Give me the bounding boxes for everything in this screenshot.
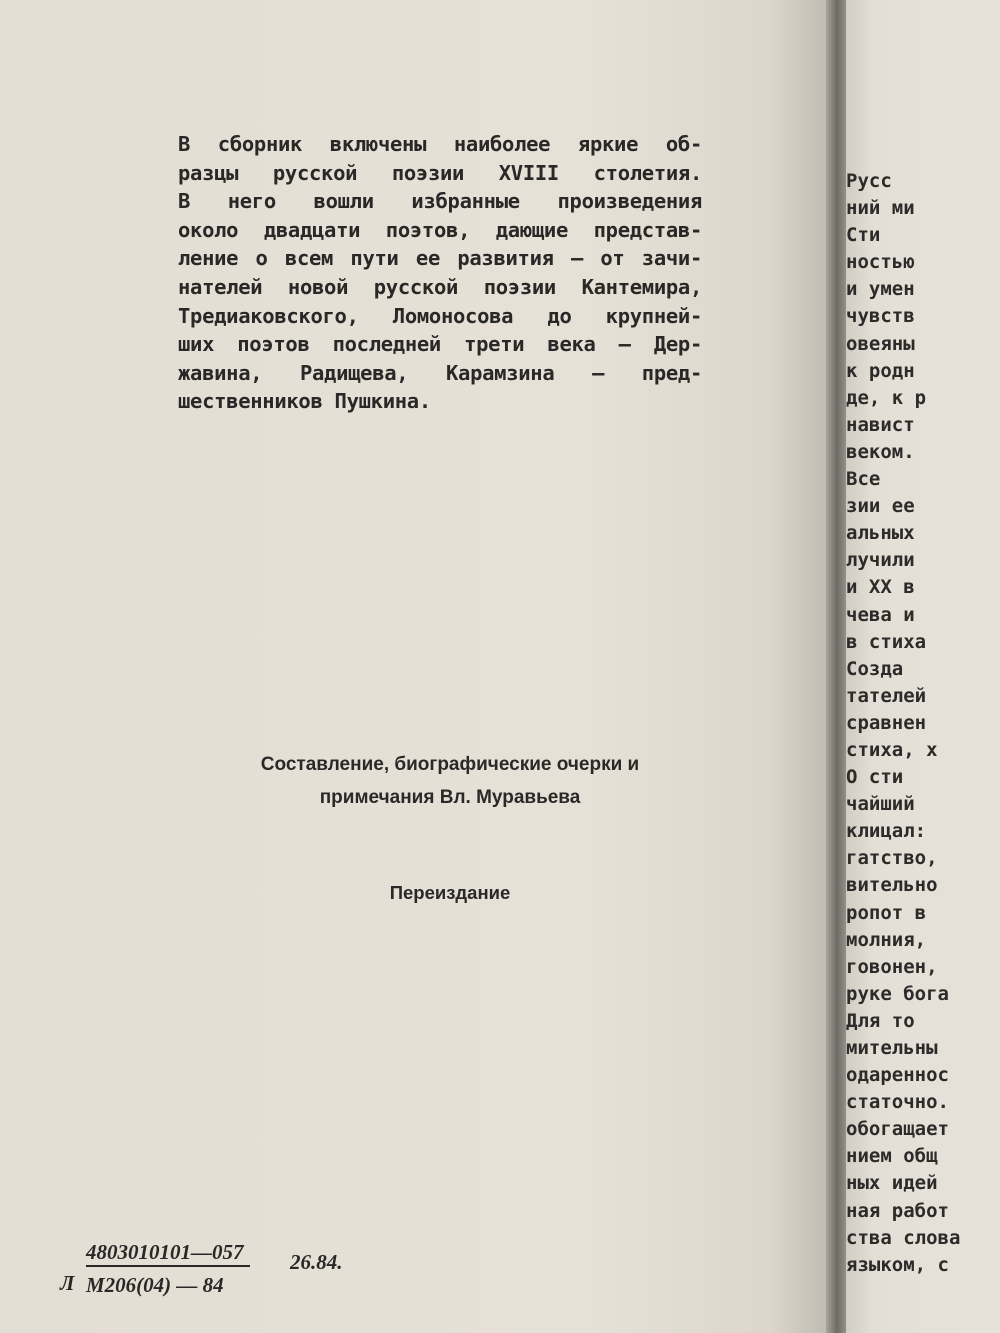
- right-page-line: Созда: [846, 657, 904, 680]
- catalog-denominator: М206(04) — 84: [86, 1273, 224, 1297]
- right-page: [846, 0, 1000, 1333]
- right-page-line: молния,: [846, 928, 927, 951]
- annotation-line: Тредиаковского, Ломоносова до крупней-: [178, 303, 702, 328]
- right-page-line: руке бога: [846, 982, 949, 1005]
- annotation-line: около двадцати поэтов, дающие представ-: [178, 217, 702, 242]
- annotation-line: жавина, Радищева, Карамзина — пред-: [178, 360, 702, 385]
- annotation-line: шественников Пушкина.: [178, 389, 431, 414]
- right-page-line: обогащает: [846, 1118, 949, 1141]
- right-page-line: Все: [846, 468, 881, 491]
- right-page-line: ропот в: [846, 901, 927, 924]
- annotation-line: нателей новой русской поэзии Кантемира,: [178, 274, 702, 299]
- right-page-line: одареннос: [846, 1064, 949, 1087]
- right-page-line: ностью: [846, 251, 915, 274]
- right-page-line: языком, с: [846, 1253, 949, 1276]
- right-page-line: О сти: [846, 766, 904, 789]
- right-page-line: Для то: [846, 1009, 915, 1032]
- credits-line: Составление, биографические очерки и: [260, 754, 640, 775]
- right-page-line: ных идей: [846, 1172, 938, 1195]
- right-page-line: веком.: [846, 440, 915, 463]
- book-annotation: [178, 130, 702, 416]
- right-page-line: нием общ: [846, 1145, 938, 1168]
- annotation-line: В сборник включены наиболее яркие об-: [178, 132, 702, 156]
- book-gutter: [826, 0, 848, 1333]
- annotation-line: ших поэтов последней трети века — Дер-: [178, 332, 702, 357]
- right-page-line: тателей: [846, 684, 927, 707]
- right-page-line: в стиха: [846, 630, 927, 653]
- catalog-numerator: 4803010101—057: [86, 1240, 250, 1267]
- right-page-line: стиха, х: [846, 738, 938, 761]
- right-page-line: и XX в: [846, 576, 915, 599]
- annotation-line: разцы русской поэзии XVIII столетия.: [178, 160, 702, 185]
- right-page-line: лучили: [846, 549, 915, 572]
- right-page-line: к родн: [846, 359, 915, 382]
- right-page-line: сравнен: [846, 711, 927, 734]
- right-page-line: говонен,: [846, 955, 938, 978]
- right-page-line: овеяны: [846, 332, 915, 355]
- right-page-text: [846, 168, 1000, 1279]
- right-page-line: альных: [846, 522, 915, 545]
- right-page-line: чайший: [846, 793, 915, 816]
- right-page-line: статочно.: [846, 1091, 949, 1114]
- catalog-letter: Л: [60, 1271, 75, 1295]
- right-page-line: мительны: [846, 1037, 938, 1059]
- right-page-line: гатство,: [846, 847, 938, 870]
- right-page-line: ний ми: [846, 197, 915, 220]
- right-page-line: вительно: [846, 874, 938, 897]
- credits: [190, 748, 710, 814]
- catalog-index: [60, 1240, 380, 1310]
- right-page-line: чева и: [846, 603, 915, 626]
- right-page-line: Русс: [846, 170, 892, 192]
- right-page-line: навист: [846, 413, 915, 436]
- right-page-line: Сти: [846, 224, 881, 247]
- credits-line: примечания Вл. Муравьева: [319, 787, 581, 808]
- right-page-line: клицал:: [846, 820, 927, 843]
- right-page-line: ная работ: [846, 1199, 949, 1222]
- annotation-line: В него вошли избранные произведения: [178, 189, 702, 214]
- right-page-line: де, к р: [846, 386, 927, 409]
- right-page-line: ства слова: [846, 1226, 961, 1249]
- right-page-line: зии ее: [846, 495, 915, 518]
- right-page-line: чувств: [846, 305, 915, 328]
- annotation-line: ление о всем пути ее развития — от зачи-: [178, 246, 702, 271]
- catalog-suffix: 26.84.: [290, 1250, 343, 1274]
- right-page-line: и умен: [846, 278, 915, 301]
- edition-note: Переиздание: [389, 882, 511, 903]
